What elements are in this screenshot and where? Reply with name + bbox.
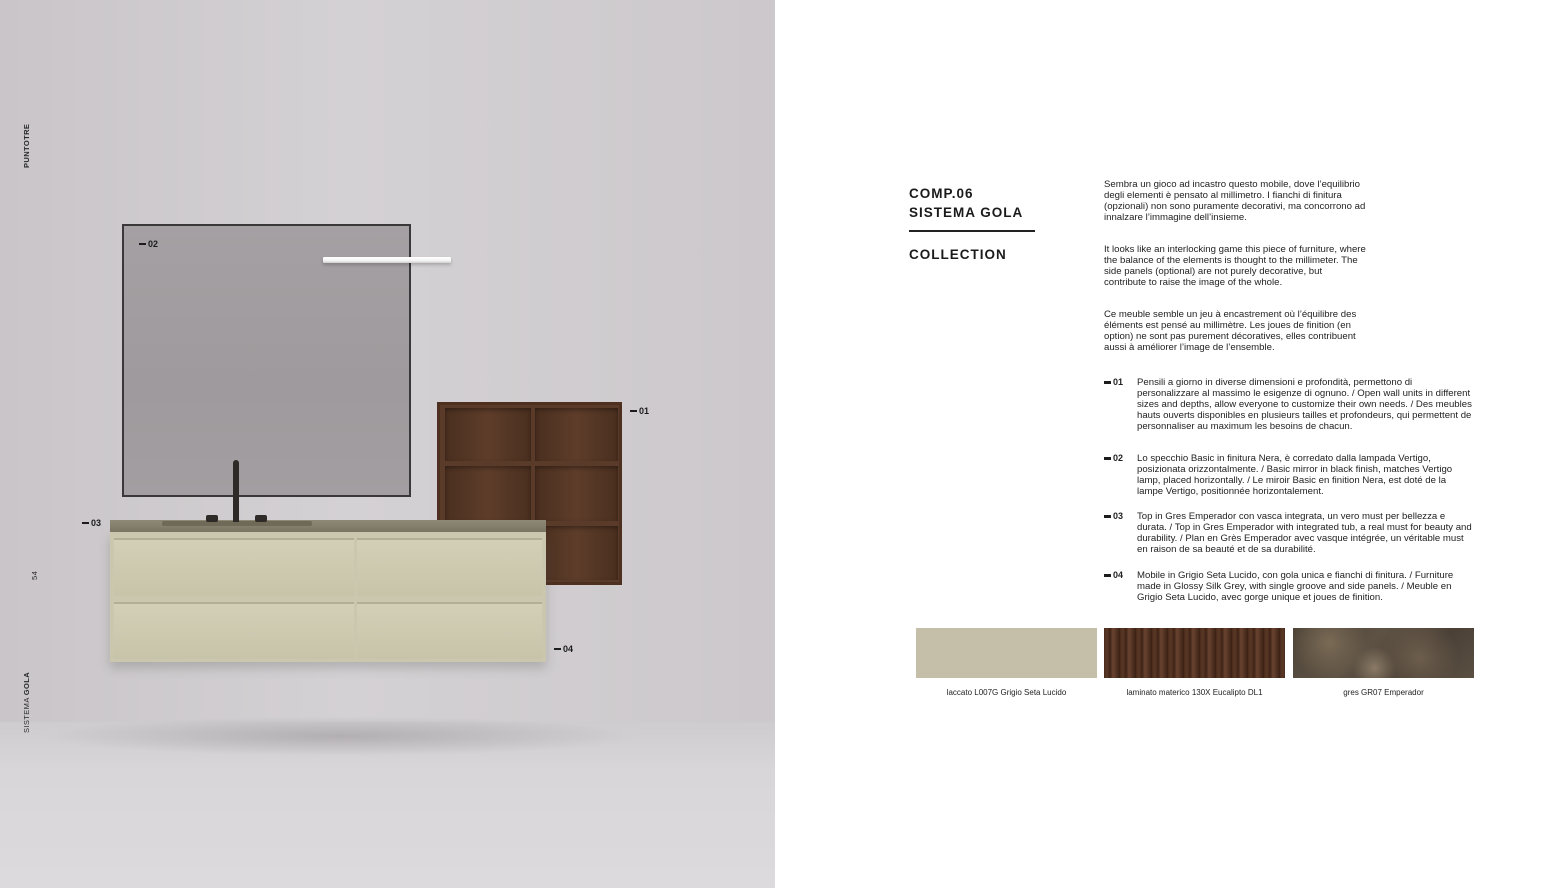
dash-icon xyxy=(139,243,146,246)
shelf-cell xyxy=(535,526,618,580)
callout-label: 01 xyxy=(639,406,650,416)
dash-icon xyxy=(630,410,637,413)
drawer xyxy=(357,602,542,659)
dash-icon xyxy=(1104,574,1111,577)
feature-number-text: 03 xyxy=(1113,511,1124,521)
intro-english: It looks like an interlocking game this piece of furniture, where the balance of the elements is thought to the millimeter. The side panels (optional) are not purely decorative, but contribute to raise the image of the whole. xyxy=(1104,244,1366,288)
feature-number xyxy=(1104,511,1123,522)
spine-series-prefix: SISTEMA xyxy=(22,695,31,733)
feature-item xyxy=(1104,377,1474,432)
dash-icon xyxy=(1104,515,1111,518)
finish-swatch-eucalipto xyxy=(1104,628,1285,678)
spine-series-name: GOLA xyxy=(22,671,31,696)
swatch-label: laccato L007G Grigio Seta Lucido xyxy=(946,688,1067,697)
title-line-1: COMP.06 xyxy=(909,186,974,201)
drawer xyxy=(114,538,354,596)
page-number: 54 xyxy=(30,570,39,580)
shelf-cell xyxy=(445,466,531,521)
faucet-knob xyxy=(206,515,218,522)
feature-item xyxy=(1104,453,1474,497)
vanity-cabinet xyxy=(110,532,546,662)
shelf-cell xyxy=(445,408,531,461)
callout-03 xyxy=(82,518,101,528)
feature-text: Top in Gres Emperador con vasca integrata, un vero must per bellezza e durata. / Top in Gres Emperador with integrated tub, a real must for beauty and durability. / Plan en Grès Emperador avec vasque intégrée, un véritable must en raison de sa beauté et de sa durabilité. xyxy=(1137,511,1472,555)
swatch-label: laminato materico 130X Eucalipto DL1 xyxy=(1126,688,1263,697)
collection-label: COLLECTION xyxy=(909,247,1007,262)
feature-number xyxy=(1104,570,1123,581)
feature-number-text: 01 xyxy=(1113,377,1124,387)
dash-icon xyxy=(554,648,561,651)
dash-icon xyxy=(1104,381,1111,384)
feature-item xyxy=(1104,511,1474,555)
dash-icon xyxy=(82,522,89,525)
title-divider xyxy=(909,230,1035,232)
spine-series xyxy=(22,672,31,733)
dash-icon xyxy=(1104,457,1111,460)
feature-text: Pensili a giorno in diverse dimensioni e profondità, permettono di personalizzare al massimo le esigenze di ognuno. / Open wall units in different sizes and depths, allow everyone to customize their own needs. / Des meubles hauts ouverts disponibles en plusieurs tailles et profondeurs, qui permettent de personnaliser au maximum les besoins de chacun. xyxy=(1137,377,1472,432)
finish-swatch-emperador xyxy=(1293,628,1474,678)
floor-shadow xyxy=(40,716,640,756)
callout-04 xyxy=(554,644,573,654)
faucet-knob xyxy=(255,515,267,522)
callout-02 xyxy=(139,239,158,249)
drawer xyxy=(114,602,354,659)
callout-label: 02 xyxy=(148,239,159,249)
page-title xyxy=(909,184,1023,222)
callout-label: 03 xyxy=(91,518,102,528)
feature-text: Mobile in Grigio Seta Lucido, con gola unica e fianchi di finitura. / Furniture made in Glossy Silk Grey, with single groove and side panels. / Meuble en Grigio Seta Lucido, avec gorge unique et joues de finition. xyxy=(1137,570,1454,603)
callout-01 xyxy=(630,406,649,416)
swatch-label: gres GR07 Emperador xyxy=(1343,688,1424,697)
finish-swatch-grigio-seta xyxy=(916,628,1097,678)
drawer xyxy=(357,538,542,596)
feature-number xyxy=(1104,453,1123,464)
vertigo-lamp xyxy=(323,257,451,263)
callout-label: 04 xyxy=(563,644,574,654)
feature-number-text: 04 xyxy=(1113,570,1124,580)
feature-item xyxy=(1104,570,1474,603)
mirror xyxy=(122,224,411,497)
shelf-cell xyxy=(535,466,618,521)
intro-italian: Sembra un gioco ad incastro questo mobile, dove l’equilibrio degli elementi è pensato al millimetro. I fianchi di finitura (opzionali) non sono puramente decorativi, ma concorrono ad innalzare l’immagine dell’insieme. xyxy=(1104,179,1366,223)
feature-number xyxy=(1104,377,1123,388)
spine-brand: PUNTOTRE xyxy=(22,123,31,168)
feature-number-text: 02 xyxy=(1113,453,1124,463)
shelf-cell xyxy=(535,408,618,461)
faucet xyxy=(233,460,239,522)
intro-french: Ce meuble semble un jeu à encastrement où l’équilibre des éléments est pensé au millimètre. Les joues de finition (en option) ne sont pas purement décoratives, elles contribuent aussi à améliorer l’image de l’ensemble. xyxy=(1104,309,1357,353)
feature-text: Lo specchio Basic in finitura Nera, è corredato dalla lampada Vertigo, posizionata orizzontalmente. / Basic mirror in black finish, matches Vertigo lamp, placed horizontally. / Le miroir Basic en finition Nera, est doté de la lampe Vertigo, positionnée horizontalement. xyxy=(1137,453,1453,497)
title-line-2: SISTEMA GOLA xyxy=(909,205,1024,220)
